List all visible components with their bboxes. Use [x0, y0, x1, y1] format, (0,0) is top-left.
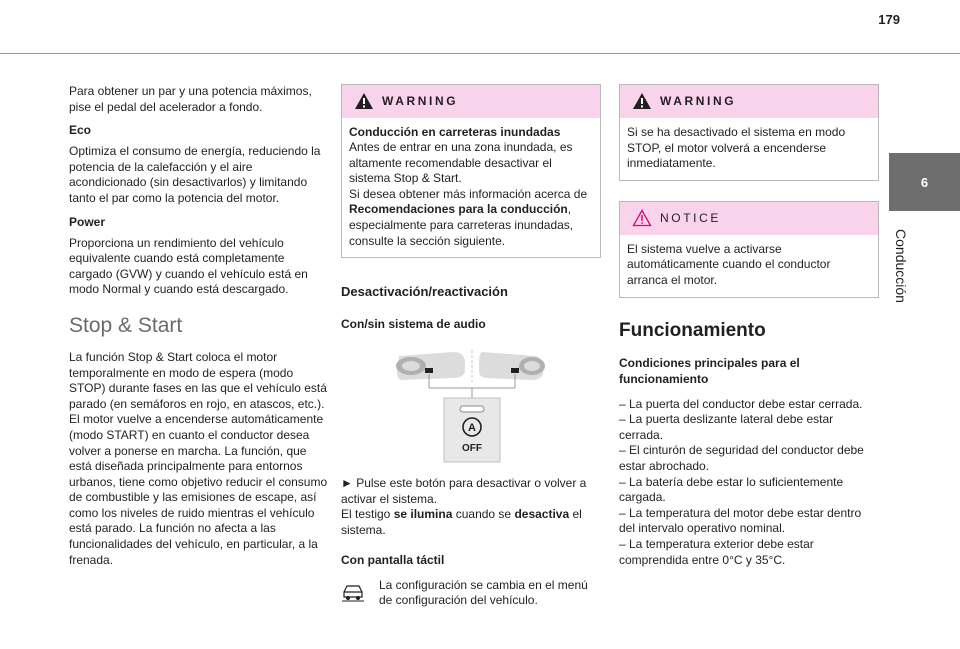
eco-heading: Eco — [69, 123, 92, 138]
warning-triangle-icon — [632, 92, 652, 110]
power-heading: Power — [69, 214, 106, 229]
button-illustration — [341, 338, 601, 468]
chapter-title-text: Conducción — [893, 229, 909, 303]
notice-box-header — [620, 202, 878, 235]
instr-part-5: el sistema. — [341, 507, 582, 537]
notice-box-body — [620, 235, 878, 297]
page-number: 179 — [878, 12, 900, 27]
warning-triangle-icon — [354, 92, 374, 110]
column-2 — [341, 84, 601, 610]
column-1 — [69, 84, 329, 568]
list-item: – La temperatura del motor debe estar dentro del intervalo operativo nominal. — [619, 505, 862, 536]
instr-part-4: desactiva — [514, 507, 570, 522]
stop-start-heading: Stop & Start — [69, 313, 183, 337]
notice-label: NOTICE — [660, 210, 721, 225]
funcionamiento-heading: Funcionamiento — [619, 319, 766, 341]
instruction-press: ► Pulse este botón para desactivar o volver a activar el sistema. — [341, 476, 587, 506]
warning-text-1: Antes de entrar en una zona inundada, es altamente recomendable desactivar el sistema Stop & Start. — [349, 140, 573, 186]
warning-label-2: WARNING — [660, 94, 737, 108]
warning-link-text: Recomendaciones para la conducción — [349, 202, 568, 217]
chapter-tab[interactable] — [889, 153, 960, 211]
conditions-heading: Condiciones principales para el funcionamiento — [619, 355, 800, 386]
warning-text-2c: , especialmente para carreteras inundadas, consulte la sección siguiente. — [349, 202, 574, 248]
conditions-list — [619, 397, 879, 569]
car-settings-icon — [341, 582, 365, 602]
instruction-indicator — [341, 507, 601, 538]
touchscreen-text: La configuración se cambia en el menú de configuración del vehículo. — [379, 577, 588, 608]
eco-paragraph: Optimiza el consumo de energía, reduciendo la potencia de la calefacción y el aire acondicionado (sin desactivarlos) y limitando tanto el par como la potencia del motor. — [69, 144, 321, 205]
warning-restart-text: Si se ha desactivado el sistema en modo STOP, el motor volverá a encenderse inmediatamente. — [627, 125, 846, 171]
warning-box-header — [342, 85, 600, 118]
chapter-number: 6 — [920, 175, 929, 190]
intro-paragraph: Para obtener un par y una potencia máximos, pise el pedal del acelerador a fondo. — [69, 84, 312, 114]
touchscreen-heading: Con pantalla táctil — [341, 552, 445, 567]
list-item: – La puerta deslizante lateral debe estar cerrada. — [619, 412, 834, 442]
svg-text:A: A — [468, 422, 476, 435]
warning-title: Conducción en carreteras inundadas — [349, 125, 561, 139]
warning-box-flooded — [341, 84, 601, 258]
column-3 — [619, 84, 879, 568]
warning-box-restart — [619, 84, 879, 181]
dashboard-illustration-icon — [341, 338, 601, 468]
warning-text-2a: Si desea obtener más información acerca de — [349, 186, 588, 201]
audio-heading: Con/sin sistema de audio — [341, 317, 486, 332]
stop-start-paragraph: La función Stop & Start coloca el motor temporalmente en modo de espera (modo STOP) durante fases en las que el vehículo está parado (en semáforos en rojo, en atascos, etc.). El motor vuelve a encenderse automáticamente (modo START) en cuanto el conductor desea volver a ponerse en marcha. La función, que está diseñada principalmente para entornos urbanos, tiene como objetivo reducir el consumo de combustible y las emisiones de escape, así como los niveles de ruido mientras el vehículo está parado. La función no afecta a las funcionalidades del vehículo, en particular, a la frenada. — [69, 349, 328, 567]
off-button-label: OFF — [462, 443, 482, 455]
warning-text-2 — [349, 187, 592, 249]
instr-part-1: El testigo — [341, 507, 394, 522]
list-item: – El cinturón de seguridad del conductor debe estar abrochado. — [619, 443, 864, 473]
notice-text: El sistema vuelve a activarse automáticamente cuando el conductor arranca el motor. — [627, 241, 831, 287]
list-item: – La batería debe estar lo suficientemente cargada. — [619, 474, 844, 505]
touchscreen-note — [341, 578, 601, 610]
deactivation-heading: Desactivación/reactivación — [341, 284, 508, 300]
notice-box — [619, 201, 879, 298]
warning-label: WARNING — [382, 94, 459, 108]
instr-part-3: cuando se — [452, 507, 515, 522]
power-paragraph: Proporciona un rendimiento del vehículo equivalente cuando está completamente cargado (GVW) y cuando el vehículo está en modo Normal y cuando está descargado. — [69, 235, 308, 297]
notice-triangle-icon — [632, 209, 652, 227]
header-rule — [0, 53, 960, 54]
instr-part-2: se ilumina — [393, 507, 453, 522]
list-item: – La temperatura exterior debe estar comprendida entre 0°C y 35°C. — [619, 536, 814, 567]
chapter-title — [890, 216, 912, 316]
list-item: – La puerta del conductor debe estar cerrada. — [619, 396, 863, 411]
warning-box-body-2 — [620, 118, 878, 180]
warning-box-header-2 — [620, 85, 878, 118]
warning-box-body — [342, 118, 600, 257]
